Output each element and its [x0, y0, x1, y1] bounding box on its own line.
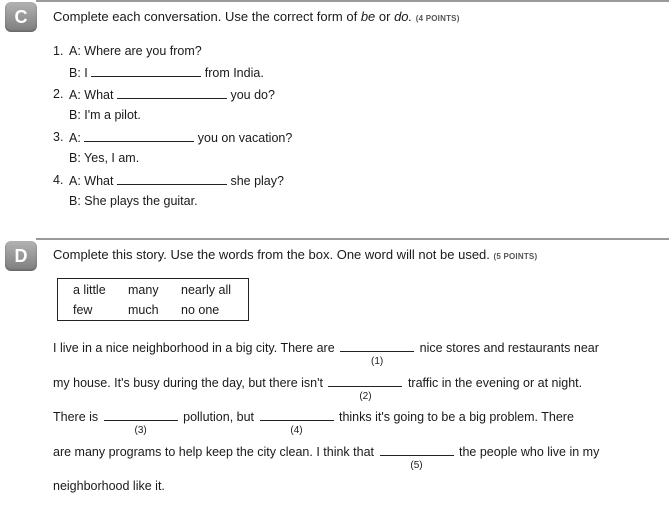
story-line-3	[53, 409, 574, 436]
word-option: much	[128, 303, 159, 317]
item-4-b-text: B: She plays the guitar.	[69, 194, 198, 208]
instruction-word-be: be	[360, 9, 376, 24]
answer-blank[interactable]	[84, 130, 194, 142]
section-d-instruction-text: Complete this story. Use the words from the box. One word will not be used.	[53, 247, 490, 262]
item-1-a-text: A: Where are you from?	[69, 44, 202, 58]
blank-label: (3)	[134, 425, 147, 436]
section-c-divider	[36, 0, 669, 2]
story-line-1	[53, 340, 599, 367]
story-line-5	[53, 479, 165, 493]
item-4-a-line-content	[69, 173, 284, 188]
story-text: my house. It's busy during the day, but there isn't	[53, 376, 323, 390]
item-number: 3.	[53, 130, 64, 144]
story-text: the people who live in my	[458, 445, 600, 459]
answer-blank[interactable]	[117, 173, 227, 185]
answer-blank[interactable]	[117, 87, 227, 99]
story-blank-3[interactable]	[104, 409, 178, 436]
item-3-a-suffix: you on vacation?	[197, 131, 293, 145]
section-c-badge	[5, 2, 37, 32]
blank-label: (4)	[290, 425, 303, 436]
section-d-letter: D	[14, 245, 28, 266]
story-line-4	[53, 444, 600, 471]
item-1-b-prefix: B: I	[69, 66, 88, 80]
section-d-badge	[5, 241, 37, 271]
instruction-word-do: do.	[394, 9, 413, 24]
word-box	[57, 278, 249, 321]
item-3-b-line	[69, 151, 139, 165]
item-1-b-suffix: from India.	[204, 66, 264, 80]
blank-label: (2)	[359, 391, 372, 402]
word-option: many	[128, 283, 159, 297]
section-d-points: (5 POINTS)	[493, 252, 538, 261]
story-text: pollution, but	[183, 410, 255, 424]
section-c-points: (4 POINTS)	[415, 14, 460, 23]
story-text: I live in a nice neighborhood in a big city. There are	[53, 341, 335, 355]
item-number: 4.	[53, 173, 64, 187]
section-c-instruction	[53, 9, 460, 24]
instruction-or: or	[375, 9, 395, 24]
story-text: traffic in the evening or at night.	[407, 376, 583, 390]
story-blank-2[interactable]	[328, 375, 402, 402]
item-number: 2.	[53, 87, 64, 101]
story-text: There is	[53, 410, 99, 424]
item-4-a-prefix: A: What	[69, 174, 114, 188]
item-3-b-text: B: Yes, I am.	[69, 151, 140, 165]
story-blank-1[interactable]	[340, 340, 414, 367]
word-option: few	[73, 303, 93, 317]
item-1-b-line	[69, 65, 264, 80]
section-d-instruction	[53, 247, 537, 262]
item-2-a-line-content	[69, 87, 275, 102]
word-option: nearly all	[181, 283, 232, 297]
blank-label: (1)	[371, 356, 384, 367]
section-d-divider	[36, 238, 669, 240]
story-blank-4[interactable]	[260, 409, 334, 436]
item-4-a-suffix: she play?	[230, 174, 284, 188]
item-2-b-line	[69, 108, 141, 122]
story-text: neighborhood like it.	[53, 479, 165, 493]
story-line-2	[53, 375, 583, 402]
story-text: nice stores and restaurants near	[419, 341, 599, 355]
item-4-b-line	[69, 194, 198, 208]
word-option: a little	[73, 283, 106, 297]
item-number: 1.	[53, 44, 64, 58]
item-3-a-line-content	[69, 130, 292, 145]
blank-label: (5)	[410, 460, 423, 471]
section-c-letter: C	[14, 6, 28, 27]
word-option: no one	[181, 303, 220, 317]
story-text: are many programs to help keep the city clean. I think that	[53, 445, 375, 459]
answer-blank[interactable]	[91, 65, 201, 77]
story-blank-5[interactable]	[380, 444, 454, 471]
item-2-a-prefix: A: What	[69, 88, 114, 102]
item-2-b-text: B: I'm a pilot.	[69, 108, 141, 122]
item-2-a-suffix: you do?	[230, 88, 275, 102]
item-3-a-prefix: A:	[69, 131, 81, 145]
story-text: thinks it's going to be a big problem. There	[338, 410, 574, 424]
section-c-instruction-text: Complete each conversation. Use the correct form of	[53, 9, 361, 24]
